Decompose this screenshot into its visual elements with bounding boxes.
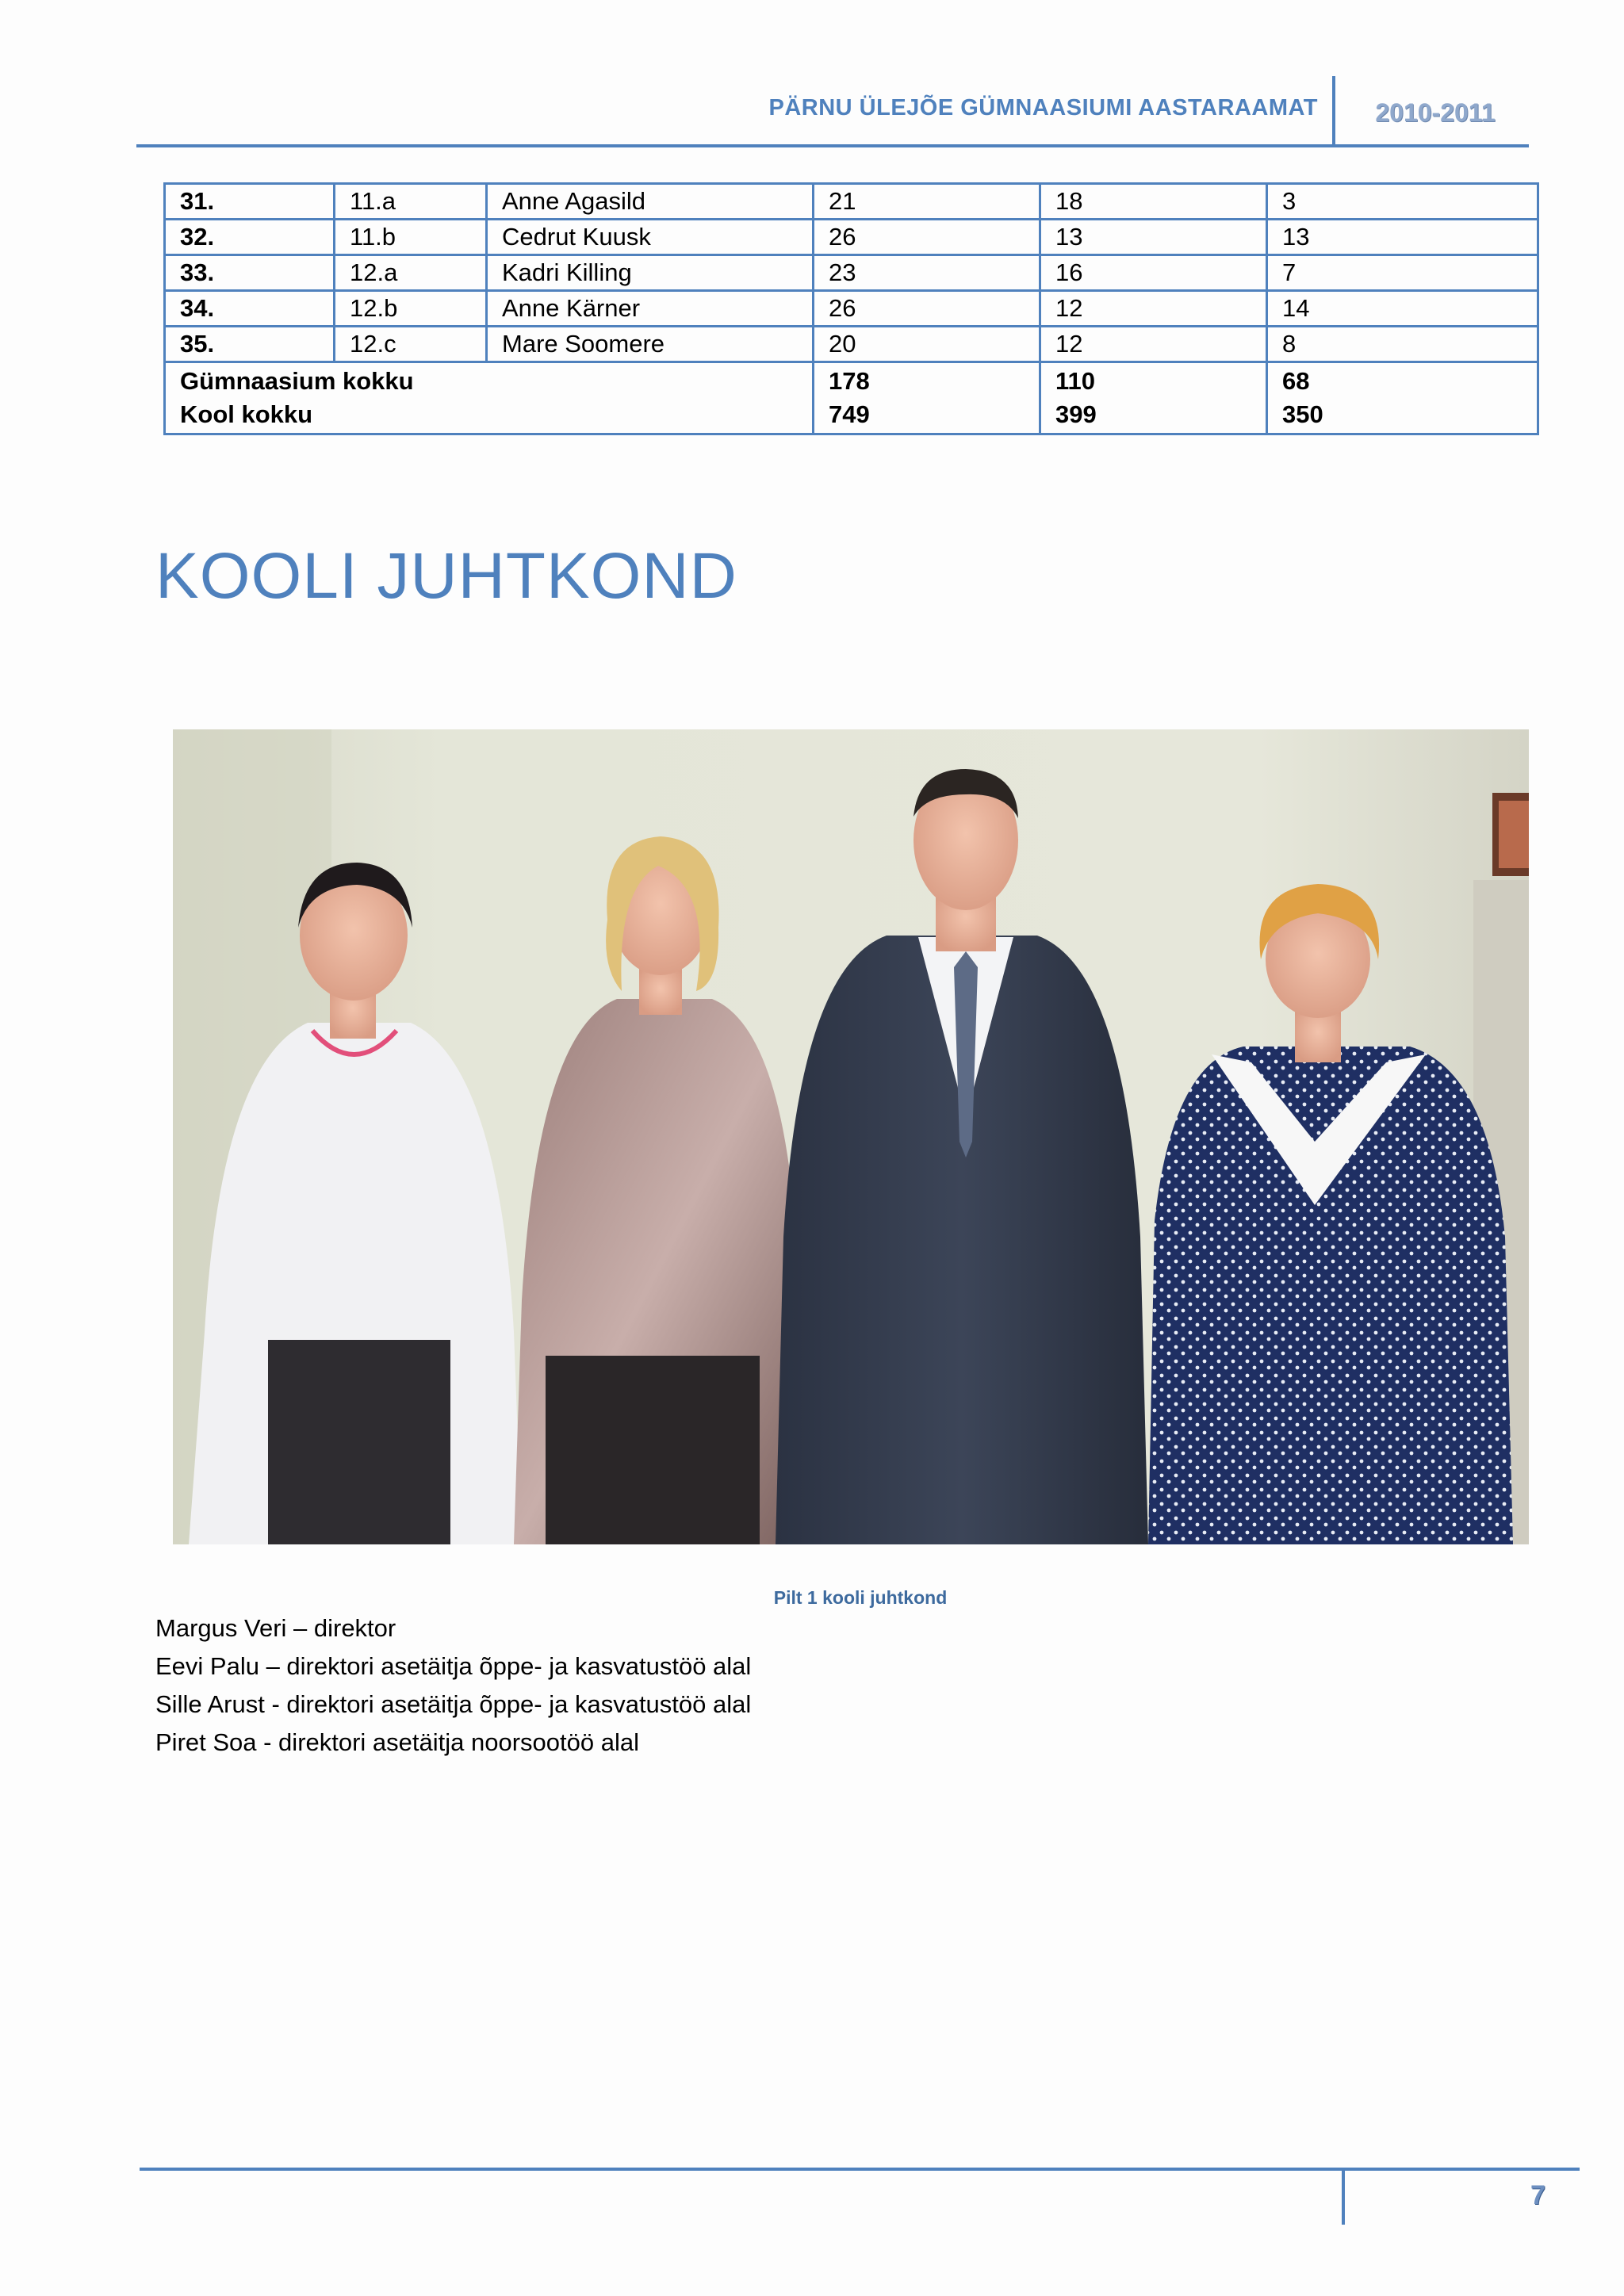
- page-number: 7: [1530, 2180, 1545, 2210]
- student-total: 26: [814, 291, 1040, 327]
- summary-totals: [814, 362, 1040, 434]
- class-name: 12.a: [335, 255, 487, 291]
- photo-caption: Pilt 1 kooli juhtkond: [773, 1587, 948, 1608]
- summary-total: 178: [829, 367, 870, 395]
- summary-counts-b: [1267, 362, 1538, 434]
- summary-row: [165, 362, 1538, 434]
- row-number: 32.: [165, 220, 335, 255]
- management-member: Margus Veri – direktor: [155, 1614, 396, 1642]
- student-total: 26: [814, 220, 1040, 255]
- yearbook-title: PÄRNU ÜLEJÕE GÜMNAASIUMI AASTARAAMAT: [768, 95, 1318, 121]
- class-teacher: Cedrut Kuusk: [487, 220, 814, 255]
- school-management-photo: [173, 729, 1529, 1544]
- summary-labels: [165, 362, 814, 434]
- header-rule: [136, 144, 1529, 147]
- student-count-a: 13: [1040, 220, 1267, 255]
- class-name: 12.b: [335, 291, 487, 327]
- management-member: Eevi Palu – direktori asetäitja õppe- ja kasvatustöö alal: [155, 1652, 752, 1680]
- summary-count-a: 110: [1055, 367, 1096, 395]
- student-count-b: 13: [1267, 220, 1538, 255]
- summary-count-a: 399: [1055, 400, 1097, 428]
- footer-rule: [140, 2168, 1580, 2171]
- table-row: [165, 255, 1538, 291]
- row-number: 34.: [165, 291, 335, 327]
- table-row: [165, 327, 1538, 362]
- student-total: 23: [814, 255, 1040, 291]
- summary-count-b: 68: [1282, 367, 1310, 395]
- footer-divider: [1342, 2169, 1345, 2225]
- yearbook-year: 2010-2011: [1375, 98, 1496, 127]
- student-count-b: 14: [1267, 291, 1538, 327]
- summary-label: Gümnaasium kokku: [180, 367, 414, 395]
- summary-count-b: 350: [1282, 400, 1323, 428]
- summary-counts-a: [1040, 362, 1267, 434]
- row-number: 31.: [165, 184, 335, 220]
- row-number: 33.: [165, 255, 335, 291]
- class-statistics-table: [163, 182, 1539, 435]
- management-list: [155, 1609, 751, 1762]
- class-name: 12.c: [335, 327, 487, 362]
- class-teacher: Kadri Killing: [487, 255, 814, 291]
- student-count-b: 3: [1267, 184, 1538, 220]
- management-member: Sille Arust - direktori asetäitja õppe- ja kasvatustöö alal: [155, 1690, 752, 1718]
- table-row: [165, 291, 1538, 327]
- student-count-b: 8: [1267, 327, 1538, 362]
- class-name: 11.b: [335, 220, 487, 255]
- management-member: Piret Soa - direktori asetäitja noorsootöö alal: [155, 1728, 639, 1756]
- student-count-a: 12: [1040, 291, 1267, 327]
- student-count-b: 7: [1267, 255, 1538, 291]
- class-teacher: Mare Soomere: [487, 327, 814, 362]
- class-teacher: Anne Kärner: [487, 291, 814, 327]
- class-name: 11.a: [335, 184, 487, 220]
- student-count-a: 18: [1040, 184, 1267, 220]
- header-divider: [1332, 76, 1335, 146]
- row-number: 35.: [165, 327, 335, 362]
- student-count-a: 16: [1040, 255, 1267, 291]
- section-title: KOOLI JUHTKOND: [155, 540, 737, 612]
- student-total: 21: [814, 184, 1040, 220]
- summary-total: 749: [829, 400, 870, 428]
- table-row: [165, 220, 1538, 255]
- class-teacher: Anne Agasild: [487, 184, 814, 220]
- table-row: [165, 184, 1538, 220]
- summary-label: Kool kokku: [180, 400, 313, 428]
- student-total: 20: [814, 327, 1040, 362]
- student-count-a: 12: [1040, 327, 1267, 362]
